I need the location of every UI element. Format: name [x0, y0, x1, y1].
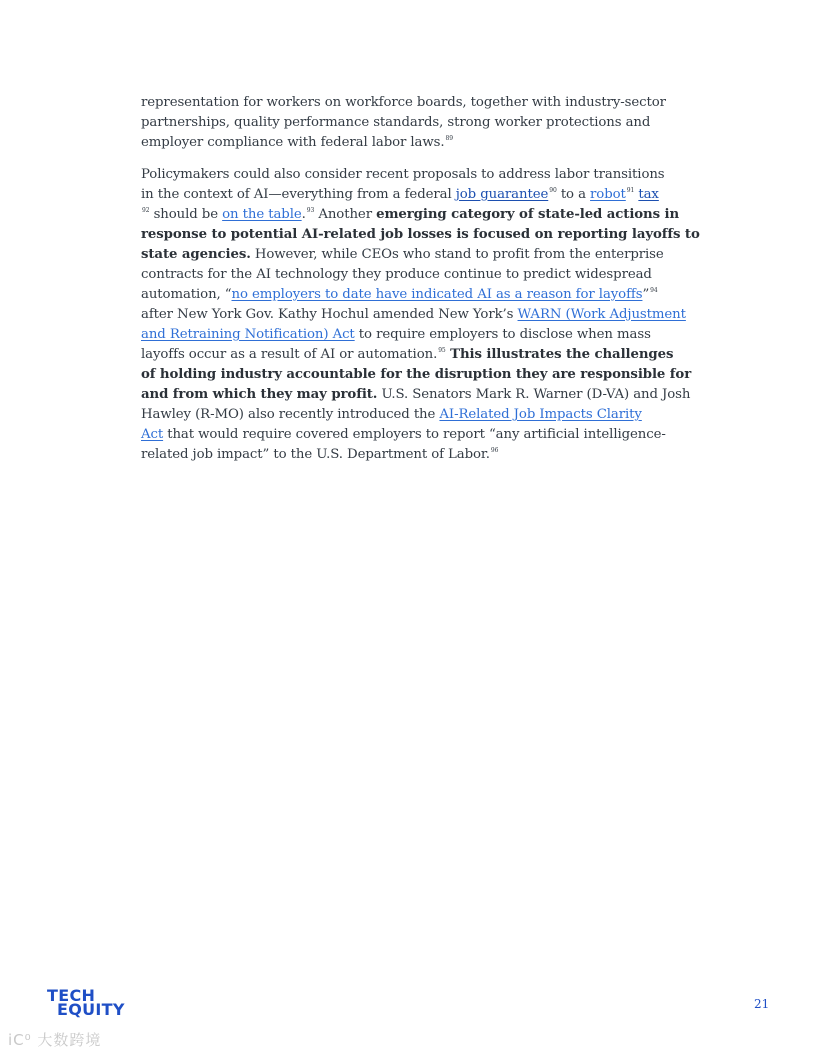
- footnote-96: 96: [490, 447, 499, 454]
- text-run: should be: [149, 207, 223, 222]
- text-run: layoffs occur as a result of AI or automation.: [141, 347, 438, 362]
- footnote-89: 89: [445, 135, 453, 142]
- link-warn-act[interactable]: WARN (Work Adjustment: [517, 307, 686, 322]
- link-ai-job-impacts-act-cont[interactable]: Act: [141, 427, 164, 442]
- text-line: [141, 385, 691, 405]
- text-run: .: [301, 207, 306, 222]
- text-run: U.S. Senators Mark R. Warner (D-VA) and Josh: [377, 387, 691, 402]
- text-run: employer compliance with federal labor laws.: [141, 135, 445, 150]
- bold-run: response to potential AI-related job losses is focused on reporting layoffs to: [141, 227, 700, 242]
- text-run: that would require covered employers to report “any artificial intelligence-: [163, 427, 666, 442]
- link-no-employers[interactable]: no employers to date have indicated AI as a reason for layoffs: [231, 287, 643, 302]
- logo-line-1: TECH: [47, 986, 96, 1005]
- bold-run: emerging category of state-led actions in: [376, 207, 680, 222]
- text-line: contracts for the AI technology they produce continue to predict widespread: [141, 267, 652, 282]
- text-run: in the context of AI—everything from a federal: [141, 187, 456, 202]
- text-line: [141, 285, 673, 305]
- bold-run: and from which they may profit.: [141, 387, 378, 402]
- text-run: However, while CEOs who stand to profit from the enterprise: [250, 247, 664, 262]
- document-body: [141, 93, 700, 465]
- link-tax[interactable]: tax: [638, 187, 659, 202]
- footnote-95: 95: [438, 347, 446, 354]
- text-line: Policymakers could also consider recent proposals to address labor transitions: [141, 167, 665, 182]
- techequity-logo: [47, 986, 125, 1019]
- bold-run: state agencies.: [141, 247, 251, 262]
- text-line: [141, 305, 686, 325]
- text-run: to require employers to disclose when mass: [354, 327, 651, 342]
- text-run: ”: [642, 287, 650, 302]
- text-line: [141, 245, 673, 265]
- footnote-92: 92: [142, 207, 150, 214]
- text-line: [141, 345, 673, 365]
- text-run: Hawley (R-MO) also recently introduced the: [141, 407, 440, 422]
- text-run: automation, “: [141, 287, 232, 302]
- text-line: [141, 225, 700, 245]
- logo-line-2: EQUITY: [57, 1000, 125, 1019]
- link-robot[interactable]: robot: [590, 187, 626, 202]
- text-run: to a: [556, 187, 591, 202]
- paragraph-2: [141, 165, 700, 465]
- text-line: [141, 445, 673, 465]
- text-line: [141, 425, 673, 445]
- footnote-93: 93: [306, 207, 315, 214]
- watermark: iC⁰ 大数跨境: [8, 1031, 102, 1049]
- link-job-guarantee[interactable]: job guarantee: [455, 187, 549, 202]
- paragraph-1: [141, 93, 673, 153]
- text-line: partnerships, quality performance standards, strong worker protections and: [141, 115, 651, 130]
- text-line: [141, 365, 692, 385]
- bold-run: This illustrates the challenges: [445, 347, 674, 362]
- text-run: Another: [314, 207, 377, 222]
- text-line: [141, 405, 673, 425]
- link-warn-act-cont[interactable]: and Retraining Notification) Act: [141, 327, 355, 342]
- footnote-94: 94: [650, 287, 658, 294]
- footnote-90: 90: [549, 187, 557, 194]
- text-run: after New York Gov. Kathy Hochul amended New York’s: [141, 307, 518, 322]
- page-number: 21: [754, 997, 770, 1011]
- link-ai-job-impacts-act[interactable]: AI-Related Job Impacts Clarity: [439, 407, 642, 422]
- text-run: related job impact” to the U.S. Department of Labor.: [141, 447, 490, 462]
- text-line: [141, 133, 673, 153]
- bold-run: of holding industry accountable for the disruption they are responsible for: [141, 367, 692, 382]
- text-line: [141, 325, 673, 345]
- footnote-91: 91: [626, 187, 635, 194]
- text-line: [141, 205, 680, 225]
- text-line: representation for workers on workforce boards, together with industry-sector: [141, 95, 666, 110]
- link-on-the-table[interactable]: on the table: [222, 207, 302, 222]
- text-line: [141, 185, 673, 205]
